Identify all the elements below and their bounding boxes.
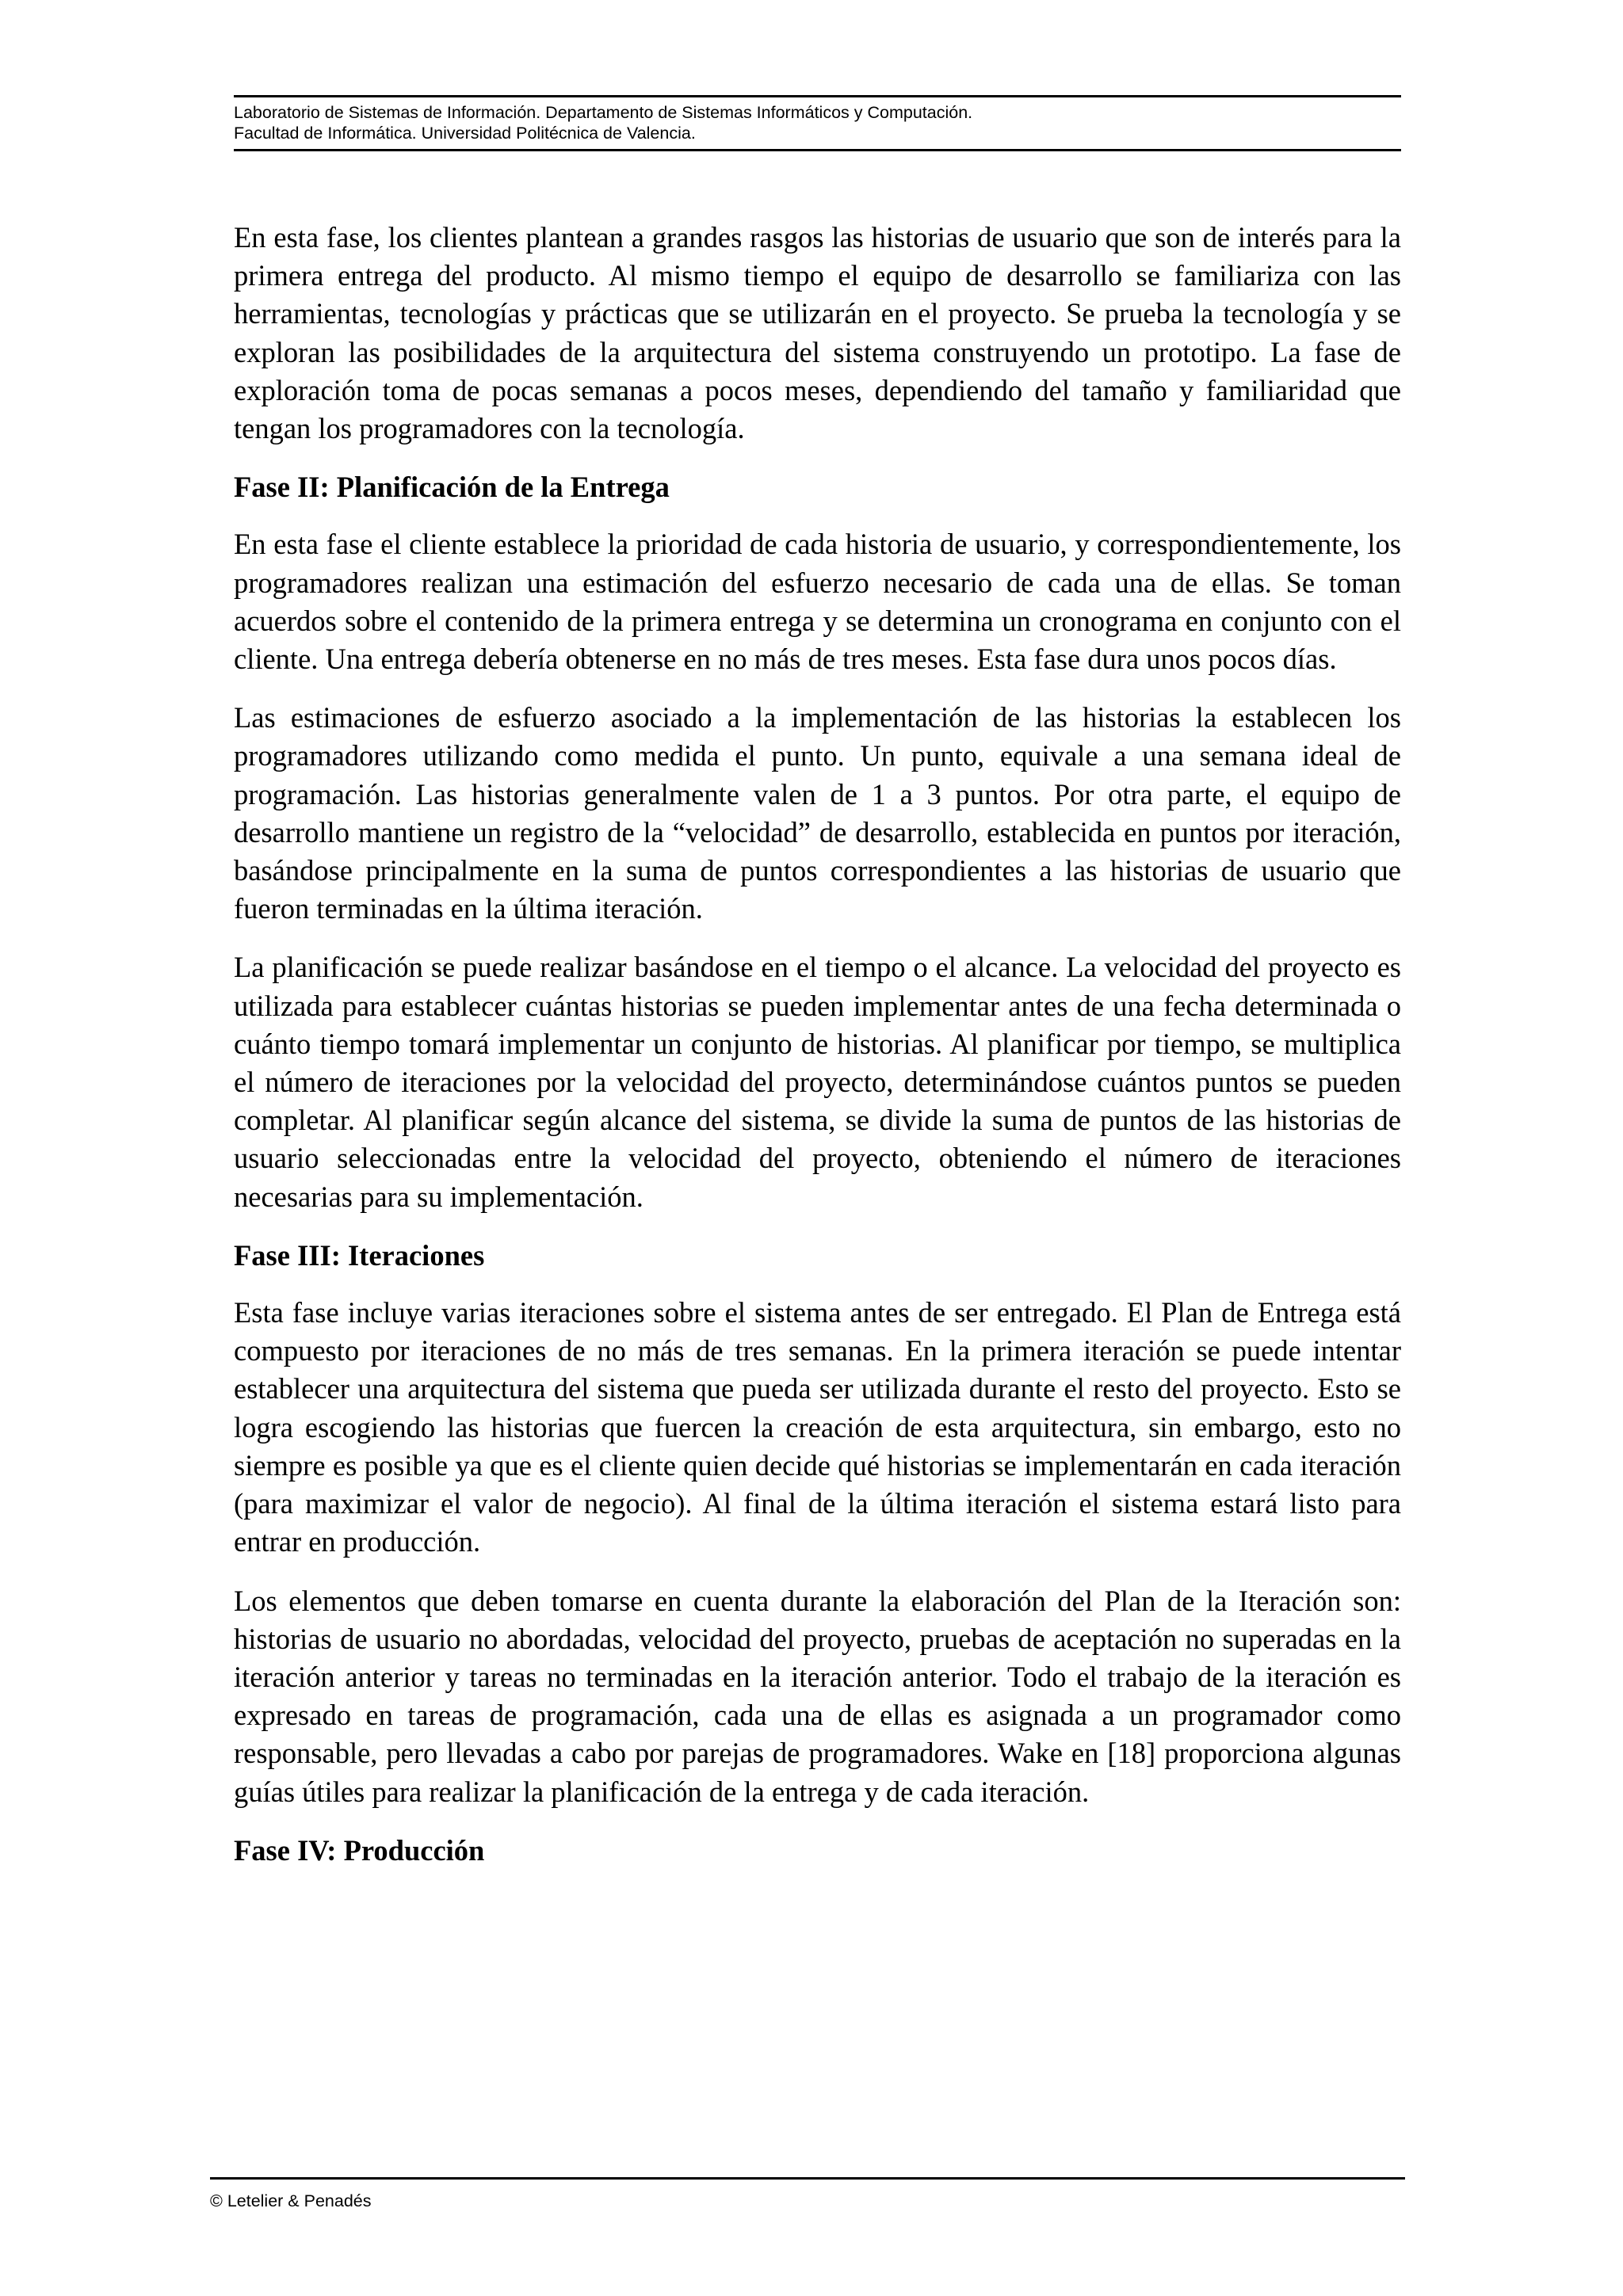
paragraph-planning-scope: La planificación se puede realizar basándose en el tiempo o el alcance. La velocidad del proyecto es utilizada para establecer cuántas historias se pueden implementar antes de una fecha determinada o cuánto tiempo tomará implementar un conjunto de historias. Al planificar por tiempo, se multiplica el número de iteraciones por la velocidad del proyecto, determinándose cuántos puntos se pueden completar. Al planificar según alcance del sistema, se divide la suma de puntos de las historias de usuario seleccionadas entre la velocidad del proyecto, obteniendo el número de iteraciones necesarias para su implementación. bbox=[234, 951, 1401, 1213]
body-text bbox=[234, 219, 1401, 1889]
heading-fase-ii: Fase II: Planificación de la Entrega bbox=[234, 471, 670, 504]
heading-fase-iv: Fase IV: Producción bbox=[234, 1833, 485, 1867]
header-line-faculty: Facultad de Informática. Universidad Politécnica de Valencia. bbox=[234, 124, 696, 143]
paragraph-iteration-plan: Los elementos que deben tomarse en cuenta durante la elaboración del Plan de la Iteración son: historias de usuario no abordadas, velocidad del proyecto, pruebas de aceptación no superadas en la iteración anterior y tareas no terminadas en la iteración anterior. Todo el trabajo de la iteración es expresado en tareas de programación, cada una de ellas es asignada a un programador como responsable, pero llevadas a cabo por parejas de programadores. Wake en [18] proporciona algunas guías útiles para realizar la planificación de la entrega y de cada iteración. bbox=[234, 1584, 1401, 1808]
running-footer bbox=[210, 2177, 1405, 2211]
heading-fase-iii: Fase III: Iteraciones bbox=[234, 1238, 485, 1272]
paragraph-estimation: Las estimaciones de esfuerzo asociado a la implementación de las historias la establecen los programadores utilizando como medida el punto. Un punto, equivale a una semana ideal de programación. Las historias generalmente valen de 1 a 3 puntos. Por otra parte, el equipo de desarrollo mantiene un registro de la “velocidad” de desarrollo, establecida en puntos por iteración, basándose principalmente en la suma de puntos correspondientes a las historias de usuario que fueron terminadas en la última iteración. bbox=[234, 701, 1401, 925]
header-line-lab: Laboratorio de Sistemas de Información. Departamento de Sistemas Informáticos y Computación. bbox=[234, 103, 973, 122]
paragraph-iterations: Esta fase incluye varias iteraciones sobre el sistema antes de ser entregado. El Plan de Entrega está compuesto por iteraciones de no más de tres semanas. En la primera iteración se puede intentar establecer una arquitectura del sistema que pueda ser utilizada durante el resto del proyecto. Esto se logra escogiendo las historias que fuercen la creación de esta arquitectura, sin embargo, esto no siempre es posible ya que es el cliente quien decide qué historias se implementarán en cada iteración (para maximizar el valor de negocio). Al final de la última iteración el sistema estará listo para entrar en producción. bbox=[234, 1296, 1401, 1558]
paragraph-planning: En esta fase el cliente establece la prioridad de cada historia de usuario, y correspondientemente, los programadores realizan una estimación del esfuerzo necesario de cada una de ellas. Se toman acuerdos sobre el contenido de la primera entrega y se determina un cronograma en conjunto con el cliente. Una entrega debería obtenerse en no más de tres meses. Esta fase dura unos pocos días. bbox=[234, 528, 1401, 676]
footer-copyright: © Letelier & Penadés bbox=[210, 2191, 372, 2210]
paragraph-exploration: En esta fase, los clientes plantean a grandes rasgos las historias de usuario que son de interés para la primera entrega del producto. Al mismo tiempo el equipo de desarrollo se familiariza con las herramientas, tecnologías y prácticas que se utilizarán en el proyecto. Se prueba la tecnología y se exploran las posibilidades de la arquitectura del sistema construyendo un prototipo. La fase de exploración toma de pocas semanas a pocos meses, dependiendo del tamaño y familiaridad que tengan los programadores con la tecnología. bbox=[234, 221, 1401, 445]
running-header bbox=[234, 95, 1401, 151]
